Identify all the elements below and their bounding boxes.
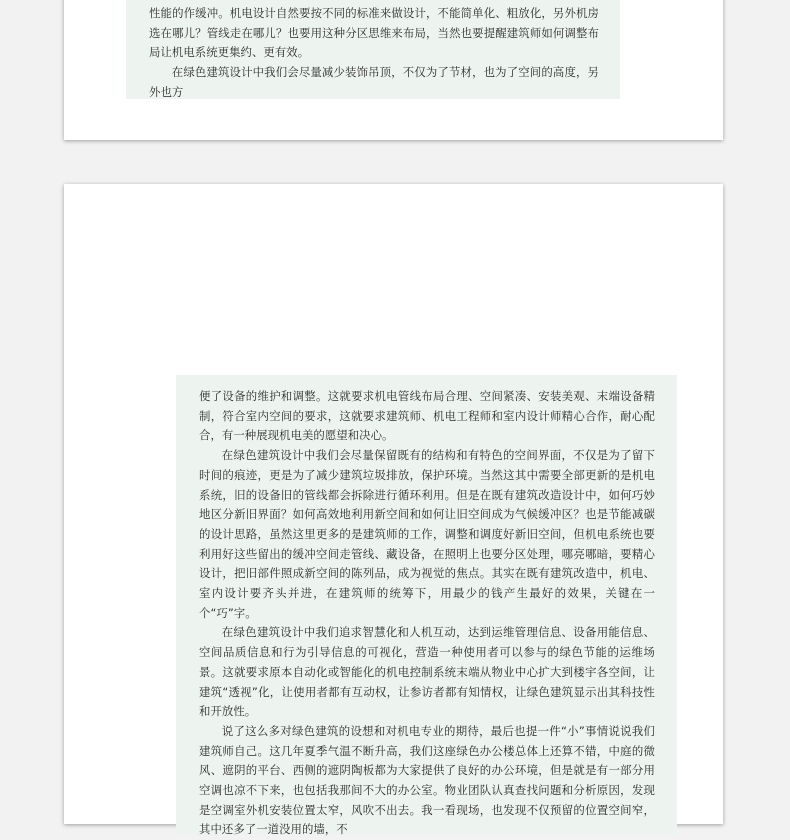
page1-paragraph-1: 性能的作缓冲。机电设计自然要按不同的标准来做设计，不能简单化、粗放化，另外机房选在哪儿？管线走在哪儿？也要用这种分区思维来布局，当然也要提醒建筑师如何调整布局让机电系统更集约、更有效。 [149, 6, 599, 60]
page2-paragraph-2: 在绿色建筑设计中我们会尽量保留既有的结构和有特色的空间界面，不仅是为了留下时间的痕迹，更是为了减少建筑垃圾排放，保护环境。当然这其中需要全部更新的是机电系统，旧的设备旧的管线都会拆除进行循环利用。但是在既有建筑改造设计中，如何巧妙地区分新旧界面？如何高效地利用新空间和如何让旧空间成为气候缓冲区？也是节能减碳的设计思路，虽然这里更多的是建筑师的工作，调整和调度好新旧空间，但机电系统也要利用好这些留出的缓冲空间走管线、藏设备，在照明上也要分区处理，哪亮哪暗，要精心设计，把旧部件照成新空间的陈列品，成为视觉的焦点。其实在既有建筑改造中，机电、室内设计要齐头并进，在建筑师的统筹下，用最少的钱产生最好的效果，关键在一个“巧”字。 [199, 448, 655, 620]
page2-paragraph-1: 便了设备的维护和调整。这就要求机电管线布局合理、空间紧凑、安装美观、末端设备精制，符合室内空间的要求，这就要求建筑师、机电工程师和室内设计师精心合作，耐心配合，有一种展现机电美的愿望和决心。 [199, 389, 655, 443]
page2-paragraph-3: 在绿色建筑设计中我们追求智慧化和人机互动，达到运维管理信息、设备用能信息、空间品质信息和行为引导信息的可视化，营造一种使用者可以参与的绿色节能的运维场景。这就要求原本自动化或智能化的机电控制系统末端从物业中心扩大到楼宇各空间，让建筑“透视”化，让使用者都有互动权，让参访者都有知情权，让绿色建筑显示出其科技性和开放性。 [199, 625, 655, 719]
page2-paragraph-4: 说了这么多对绿色建筑的设想和对机电专业的期待，最后也提一件“小”事情说说我们建筑师自己。这几年夏季气温不断升高，我们这座绿色办公楼总体上还算不错，中庭的微风、遮阴的平台、西侧的遮阴陶板都为大家提供了良好的办公环境，但是就是有一部分用空调也凉不下来，也包括我那间不大的办公室。物业团队认真查找问题和分析原因，发现是空调室外机安装位置太窄，风吹不出去。我一看现场，也发现不仅预留的位置空间窄，其中还多了一道没用的墙，不 [199, 723, 655, 837]
page1-text-box [126, 0, 620, 99]
document-page-1 [64, 0, 723, 140]
page1-paragraph-2: 在绿色建筑设计中我们会尽量减少装饰吊顶，不仅为了节材，也为了空间的高度，另外也方 [149, 65, 599, 99]
document-page-2 [64, 184, 723, 837]
page2-text-box [176, 375, 677, 835]
